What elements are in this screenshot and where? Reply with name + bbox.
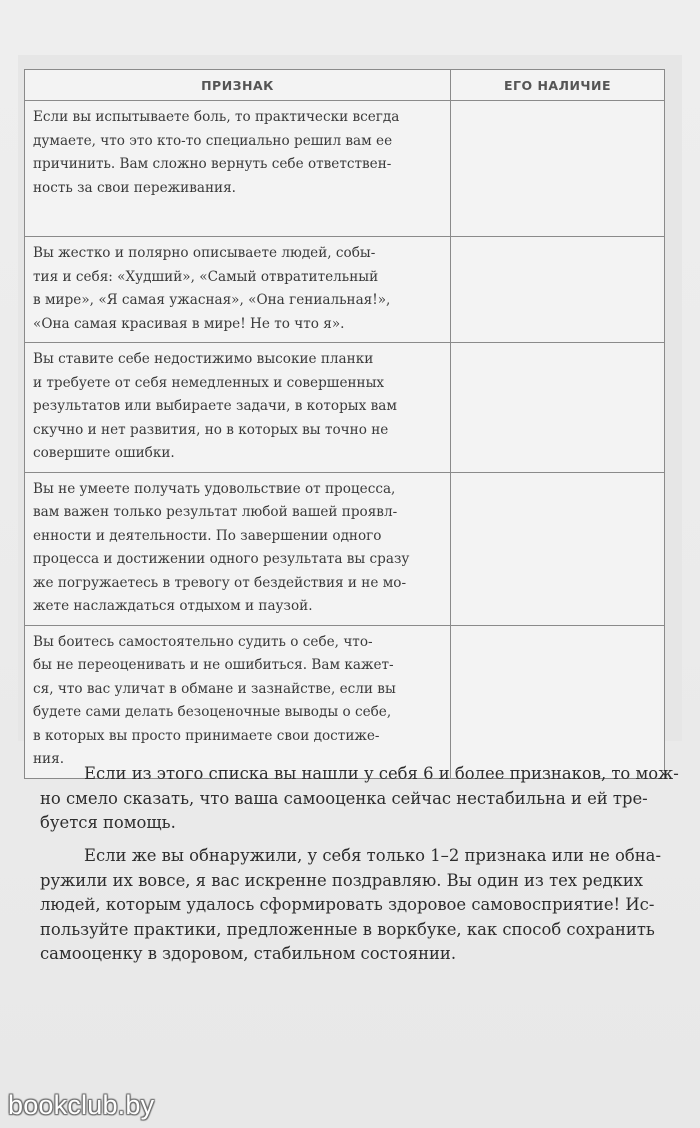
sign-text-line: жете наслаждаться отдыхом и паузой.	[33, 598, 313, 614]
sign-text-line: в мире», «Я самая ужасная», «Она гениальная!»,	[33, 292, 391, 308]
sign-text-line: процесса и достижении одного результата вы сразу	[33, 551, 410, 567]
sign-text-line: совершите ошибки.	[33, 445, 175, 461]
sign-cell	[25, 472, 451, 625]
sign-text-line: в которых вы просто принимаете свои достиже-	[33, 727, 380, 744]
sign-text-line: Вы боитесь самостоятельно судить о себе, что-	[33, 633, 373, 650]
sign-text-line: причинить. Вам сложно вернуть себе ответствен-	[33, 156, 392, 172]
sign-text-line: Вы ставите себе недостижимо высокие планки	[33, 351, 374, 367]
table-header-row	[25, 70, 665, 101]
header-presence: ЕГО НАЛИЧИЕ	[451, 70, 665, 101]
table-row	[25, 237, 665, 343]
sign-text-line: Вы жестко и полярно описываете людей, собы-	[33, 245, 376, 261]
signs-table	[24, 69, 665, 779]
sign-cell	[25, 343, 451, 473]
sign-text-line: енности и деятельности. По завершении одного	[33, 527, 382, 544]
paragraph-line: буется помощь.	[40, 813, 176, 832]
table-row	[25, 625, 665, 778]
sign-text-line: «Она самая красивая в мире! Не то что я».	[33, 315, 345, 332]
table-panel	[18, 55, 682, 767]
table-row	[25, 101, 665, 237]
watermark-logo: bookclub.by	[8, 1090, 155, 1120]
paragraph-line: но смело сказать, что ваша самооценка сейчас нестабильна и ей тре-	[40, 788, 648, 808]
sign-text-line: же погружаетесь в тревогу от бездействия и не мо-	[33, 574, 407, 591]
presence-cell[interactable]	[451, 237, 665, 343]
sign-text-line: результатов или выбираете задачи, в которых вам	[33, 398, 397, 414]
sign-cell	[25, 625, 451, 778]
presence-cell[interactable]	[451, 343, 665, 473]
paragraph-line: людей, которым удалось сформировать здоровое самовосприятие! Ис-	[40, 895, 655, 914]
presence-cell[interactable]	[451, 472, 665, 625]
presence-cell[interactable]	[451, 625, 665, 778]
paragraph-line: самооценку в здоровом, стабильном состоянии.	[40, 944, 457, 963]
sign-text-line: и требуете от себя немедленных и совершенных	[33, 374, 385, 391]
paragraph-conclusion-unstable	[40, 762, 680, 836]
sign-text-line: ся, что вас уличат в обмане и зазнайстве, если вы	[33, 680, 396, 697]
header-sign: ПРИЗНАК	[25, 70, 451, 101]
table-row	[25, 472, 665, 625]
sign-text-line: Если вы испытываете боль, то практически всегда	[33, 109, 400, 125]
presence-cell[interactable]	[451, 101, 665, 237]
sign-text-line: вам важен только результат любой вашей проявл-	[33, 504, 398, 520]
paragraph-line: пользуйте практики, предложенные в воркбуке, как способ сохранить	[40, 919, 655, 939]
sign-text-line: скучно и нет развития, но в которых вы точно не	[33, 421, 389, 438]
paragraph-conclusion-stable	[40, 844, 680, 967]
paragraph-line: Если из этого списка вы нашли у себя 6 и более признаков, то мож-	[84, 764, 679, 783]
sign-text-line: бы не переоценивать и не ошибиться. Вам кажет-	[33, 657, 394, 673]
sign-text-line: тия и себя: «Худший», «Самый отвратительный	[33, 268, 379, 285]
sign-text-line: будете сами делать безоценочные выводы о себе,	[33, 704, 392, 720]
sign-text-line: Вы не умеете получать удовольствие от процесса,	[33, 480, 396, 497]
sign-text-line: ния.	[33, 751, 65, 767]
table-row	[25, 343, 665, 473]
sign-cell	[25, 101, 451, 237]
paragraph-line: ружили их вовсе, я вас искренне поздравляю. Вы один из тех редких	[40, 870, 643, 890]
paragraph-line: Если же вы обнаружили, у себя только 1–2 признака или не обна-	[84, 846, 661, 865]
sign-text-line: думаете, что это кто-то специально решил вам ее	[33, 132, 393, 149]
sign-text-line: ность за свои переживания.	[33, 179, 236, 196]
sign-cell	[25, 237, 451, 343]
